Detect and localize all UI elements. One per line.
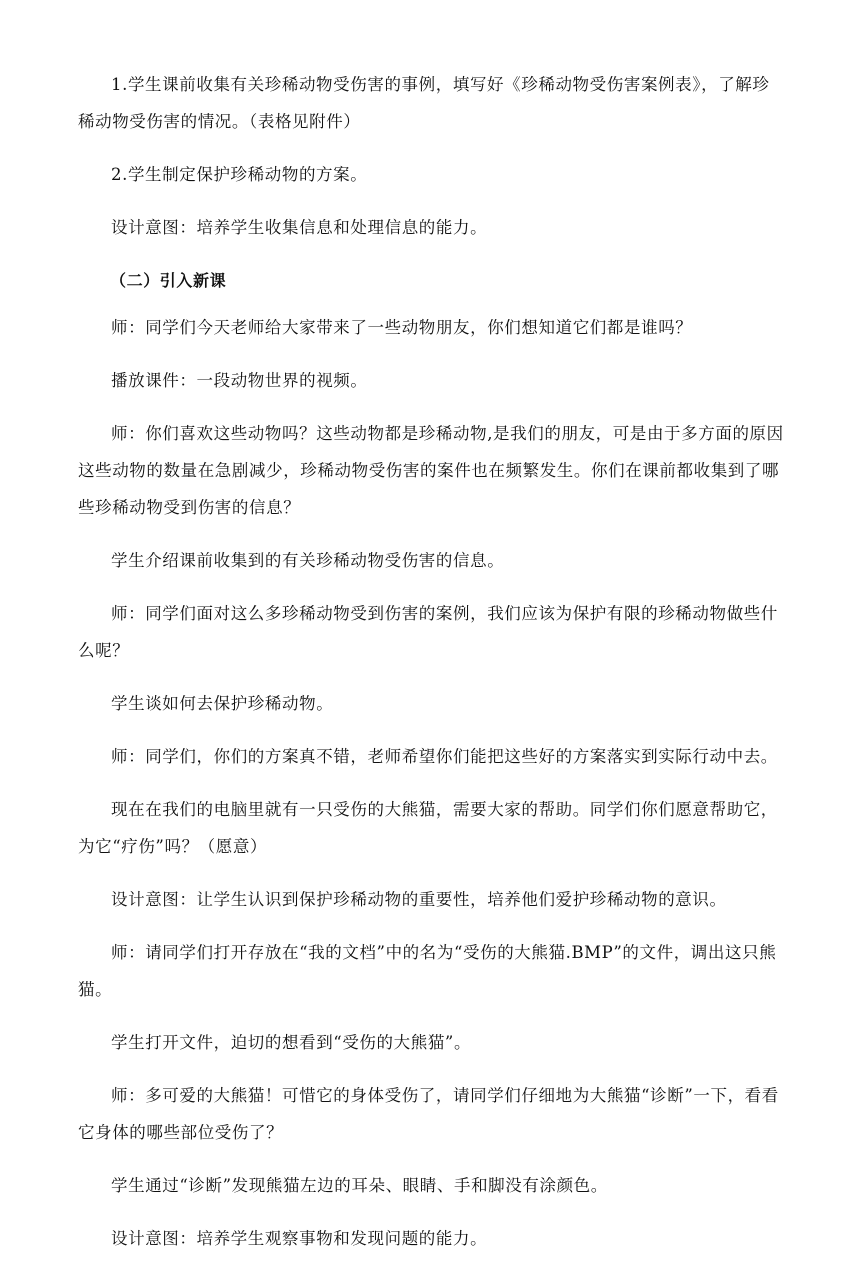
paragraph-teacher-5: 师：请同学们打开存放在“我的文档”中的名为“受伤的大熊猫.BMP”的文件，调出这只熊猫。 — [78, 943, 777, 999]
paragraph-teacher-2: 师：你们喜欢这些动物吗？这些动物都是珍稀动物,是我们的朋友，可是由于多方面的原因这些动物的数量在急剧减少，珍稀动物受伤害的案件也在频繁发生。你们在课前都收集到了哪些珍稀动物受到伤害的信息？ — [78, 424, 784, 517]
paragraph-design-intent-1: 设计意图：培养学生收集信息和处理信息的能力。 — [111, 218, 488, 237]
paragraph-play-video: 播放课件：一段动物世界的视频。 — [111, 371, 368, 390]
paragraph-prep-1: 1.学生课前收集有关珍稀动物受伤害的事例，填写好《珍稀动物受伤害案例表》，了解珍稀动物受伤害的情况。（表格见附件） — [78, 75, 770, 131]
paragraph-teacher-1: 师：同学们今天老师给大家带来了一些动物朋友，你们想知道它们都是谁吗？ — [111, 318, 693, 337]
paragraph-panda-intro: 现在在我们的电脑里就有一只受伤的大熊猫，需要大家的帮助。同学们你们愿意帮助它，为它“疗伤”吗？（愿意） — [78, 800, 778, 856]
paragraph-design-intent-3: 设计意图：培养学生观察事物和发现问题的能力。 — [111, 1229, 488, 1248]
paragraph-student-4: 学生通过“诊断”发现熊猫左边的耳朵、眼睛、手和脚没有涂颜色。 — [111, 1176, 608, 1195]
paragraph-teacher-4: 师：同学们，你们的方案真不错，老师希望你们能把这些好的方案落实到实际行动中去。 — [111, 747, 778, 766]
section-heading-intro: （二）引入新课 — [110, 271, 227, 290]
document-page — [78, 66, 784, 1273]
paragraph-teacher-3: 师：同学们面对这么多珍稀动物受到伤害的案例，我们应该为保护有限的珍稀动物做些什么呢？ — [78, 604, 778, 660]
paragraph-student-2: 学生谈如何去保护珍稀动物。 — [111, 694, 334, 713]
paragraph-student-3: 学生打开文件，迫切的想看到“受伤的大熊猫”。 — [111, 1033, 472, 1052]
paragraph-teacher-6: 师：多可爱的大熊猫！可惜它的身体受伤了，请同学们仔细地为大熊猫“诊断”一下，看看它身体的哪些部位受伤了？ — [78, 1086, 779, 1142]
paragraph-design-intent-2: 设计意图：让学生认识到保护珍稀动物的重要性，培养他们爱护珍稀动物的意识。 — [111, 890, 727, 909]
paragraph-student-1: 学生介绍课前收集到的有关珍稀动物受伤害的信息。 — [111, 551, 505, 570]
paragraph-prep-2: 2.学生制定保护珍稀动物的方案。 — [111, 165, 368, 184]
